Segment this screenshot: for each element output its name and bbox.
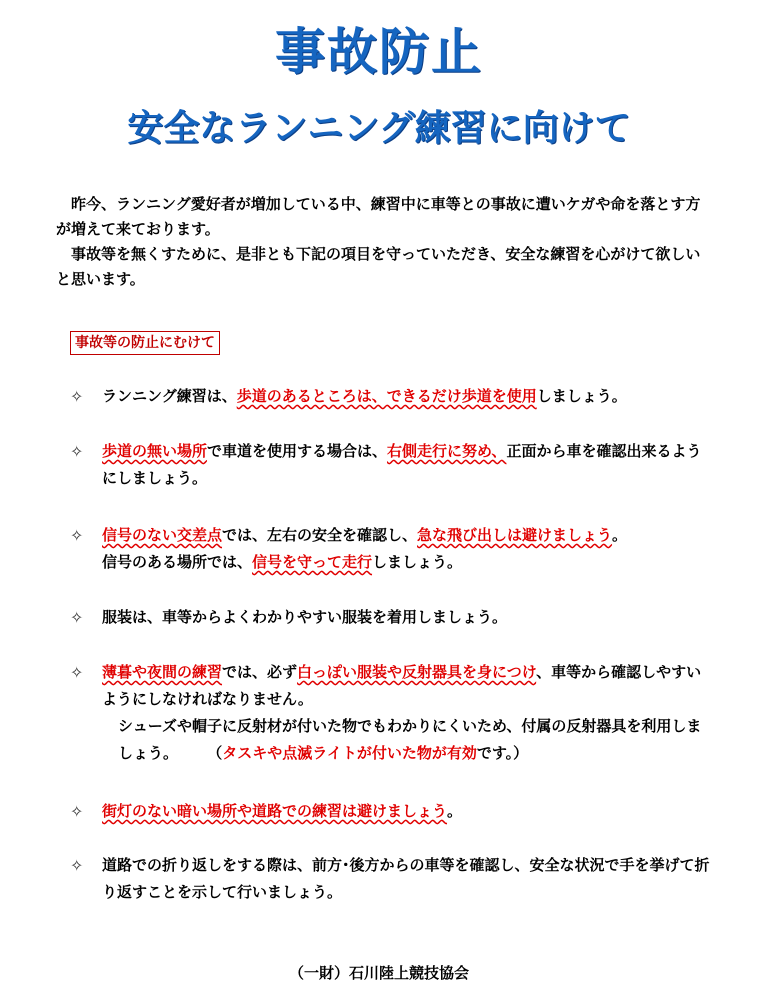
sparkle-bullet-icon: ✧: [70, 802, 84, 821]
sparkle-bullet-icon: ✧: [70, 608, 84, 627]
item-3-text-e: 信号のある場所では、: [102, 553, 253, 571]
item-5-emphasis-g: タスキや点滅ライトが付いた物が有効: [222, 744, 477, 762]
item-6-emphasis: 街灯のない暗い場所や道路での練習は避けましょう: [102, 802, 448, 820]
item-5-paren-open: （: [207, 744, 223, 762]
item-3-text-d: 。: [612, 526, 628, 544]
item-7-text: 道路での折り返しをする際は、前方･後方からの車等を確認し、安全な状況で手を挙げて折り返すことを示して行いましょう。: [102, 856, 710, 901]
organization-footer: （一財）石川陸上競技協会: [288, 964, 469, 982]
item-3-emphasis-f: 信号を守って走行: [252, 553, 373, 571]
item-2-emphasis-c: 右側走行に努め、: [387, 442, 507, 460]
sparkle-bullet-icon: ✧: [70, 856, 84, 875]
item-3-emphasis-c: 急な飛び出しは避けましょう: [417, 526, 613, 544]
item-4-text: 服装は、車等からよくわかりやすい服装を着用しましょう。: [102, 608, 508, 626]
item-5-emphasis-c: 白っぽい服装や反射器具を身につけ: [297, 663, 537, 681]
intro-paragraph-2: 事故等を無くすために、是非とも下記の項目を守っていただき、安全な練習を心がけて欲しいと思います。: [56, 245, 701, 288]
sparkle-bullet-icon: ✧: [70, 387, 84, 406]
intro-paragraph-1: 昨今、ランニング愛好者が増加している中、練習中に車等との事故に遭いケガや命を落とす方が増えて来ております。: [56, 195, 701, 238]
list-item-3: [70, 522, 710, 576]
item-1-text-a: ランニング練習は、: [102, 387, 237, 405]
list-item-7: [70, 852, 710, 906]
item-3-text-b: では、左右の安全を確認し、: [222, 526, 418, 544]
sparkle-bullet-icon: ✧: [70, 442, 84, 461]
item-5-text-b: では、必ず: [222, 663, 298, 681]
item-1-text-c: しましょう。: [536, 387, 627, 405]
item-5-text-h: です。）: [476, 744, 529, 762]
sparkle-bullet-icon: ✧: [70, 526, 84, 545]
section-heading: 事故等の防止にむけて: [70, 331, 220, 355]
list-item-2: [70, 438, 710, 492]
sparkle-bullet-icon: ✧: [70, 663, 84, 682]
item-2-emphasis-a: 歩道の無い場所: [102, 442, 208, 460]
item-5-note: シューズや帽子に反射材が付いた物でもわかりにくいため、付属の反射器具を利用しましょう。: [118, 717, 702, 762]
item-3-emphasis-a: 信号のない交差点: [102, 526, 223, 544]
list-item-5: [70, 659, 710, 767]
intro-text: [56, 192, 712, 292]
page-title: 事故防止: [275, 23, 483, 81]
item-5-emphasis-a: 薄暮や夜間の練習: [102, 663, 223, 681]
item-5-text-d: 、車等から確認しやすいようにしなければなりません。: [102, 663, 702, 708]
list-item-1: [70, 383, 710, 410]
item-1-emphasis: 歩道のあるところは、できるだけ歩道を使用: [236, 387, 537, 405]
list-item-4: [70, 604, 710, 631]
item-3-text-g: しましょう。: [372, 553, 463, 571]
item-6-text-b: 。: [447, 802, 463, 820]
item-2-text-b: で車道を使用する場合は、: [207, 442, 388, 460]
list-item-6: [70, 798, 710, 825]
item-2-text-d: 正面から車を確認出来るようにしましょう。: [102, 442, 702, 487]
page-subtitle: 安全なランニング練習に向けて: [127, 108, 631, 149]
